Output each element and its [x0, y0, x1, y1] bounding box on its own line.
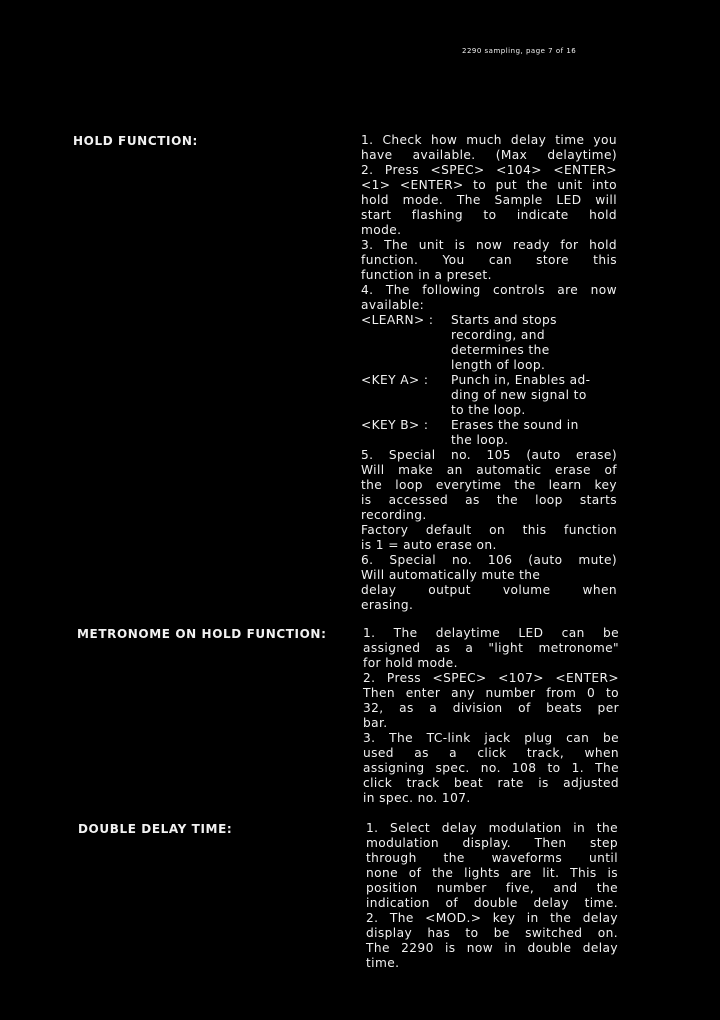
text-line: used as a click track, when — [363, 746, 619, 760]
text-line: hold mode. The Sample LED will — [361, 193, 617, 207]
text-line: Will automatically mute the — [361, 568, 541, 582]
text-line: mode. — [361, 223, 402, 237]
text-line: function in a preset. — [361, 268, 492, 282]
text-line: bar. — [363, 716, 388, 730]
control-desc: ding of new signal to — [451, 388, 587, 402]
text-line: time. — [366, 956, 400, 970]
control-key-learn: <LEARN> : — [361, 313, 434, 327]
text-line: indication of double delay time. — [366, 896, 618, 910]
text-line: assigning spec. no. 108 to 1. The — [363, 761, 619, 775]
text-line: modulation display. Then step — [366, 836, 618, 850]
text-line: 1. The delaytime LED can be — [363, 626, 619, 640]
text-line: click track beat rate is adjusted — [363, 776, 619, 790]
text-line: 3. The unit is now ready for hold — [361, 238, 617, 252]
text-line: <1> <ENTER> to put the unit into — [361, 178, 617, 192]
text-line: 6. Special no. 106 (auto mute) — [361, 553, 617, 567]
text-line: have available. (Max delaytime) — [361, 148, 617, 162]
text-line: the loop everytime the learn key — [361, 478, 617, 492]
text-line: position number five, and the — [366, 881, 618, 895]
control-desc: the loop. — [451, 433, 509, 447]
text-line: 2. The <MOD.> key in the delay — [366, 911, 618, 925]
control-desc: recording, and — [451, 328, 546, 342]
section-title-metronome: METRONOME ON HOLD FUNCTION: — [77, 627, 327, 641]
text-line: for hold mode. — [363, 656, 458, 670]
text-line: is 1 = auto erase on. — [361, 538, 497, 552]
text-line: function. You can store this — [361, 253, 617, 267]
control-key-a — [361, 373, 617, 388]
text-line: available: — [361, 298, 425, 312]
control-desc: determines the — [451, 343, 550, 357]
section-body-hold-function — [361, 133, 617, 613]
text-line: in spec. no. 107. — [363, 791, 471, 805]
text-line: The 2290 is now in double delay — [366, 941, 618, 955]
page-header: 2290 sampling, page 7 of 16 — [462, 47, 577, 55]
text-line: 5. Special no. 105 (auto erase) — [361, 448, 617, 462]
control-learn — [361, 313, 617, 328]
text-line: 2. Press <SPEC> <104> <ENTER> — [361, 163, 617, 177]
text-line: 32, as a division of beats per — [363, 701, 619, 715]
section-body-metronome — [363, 626, 619, 806]
section-body-double-delay — [366, 821, 618, 971]
text-line: assigned as a "light metronome" — [363, 641, 619, 655]
text-line: display has to be switched on. — [366, 926, 618, 940]
text-line: Will make an automatic erase of — [361, 463, 617, 477]
text-line: recording. — [361, 508, 427, 522]
control-key-b-label: <KEY B> : — [361, 418, 429, 432]
text-line: through the waveforms until — [366, 851, 618, 865]
control-desc: length of loop. — [451, 358, 546, 372]
text-line: Factory default on this function — [361, 523, 617, 537]
text-line: 4. The following controls are now — [361, 283, 617, 297]
text-line: none of the lights are lit. This is — [366, 866, 618, 880]
control-key-a-label: <KEY A> : — [361, 373, 429, 387]
section-title-double-delay: DOUBLE DELAY TIME: — [78, 822, 233, 836]
control-key-b — [361, 418, 617, 433]
text-line: delay output volume when — [361, 583, 617, 597]
control-desc: Erases the sound in — [451, 418, 579, 432]
text-line: erasing. — [361, 598, 414, 612]
text-line: is accessed as the loop starts — [361, 493, 617, 507]
control-desc: to the loop. — [451, 403, 526, 417]
control-desc: Punch in, Enables ad- — [451, 373, 591, 387]
text-line: 3. The TC-link jack plug can be — [363, 731, 619, 745]
text-line: Then enter any number from 0 to — [363, 686, 619, 700]
control-desc: Starts and stops — [451, 313, 557, 327]
text-line: 1. Select delay modulation in the — [366, 821, 618, 835]
text-line: start flashing to indicate hold — [361, 208, 617, 222]
text-line: 2. Press <SPEC> <107> <ENTER> — [363, 671, 619, 685]
section-title-hold-function: HOLD FUNCTION: — [73, 134, 198, 148]
text-line: 1. Check how much delay time you — [361, 133, 617, 147]
